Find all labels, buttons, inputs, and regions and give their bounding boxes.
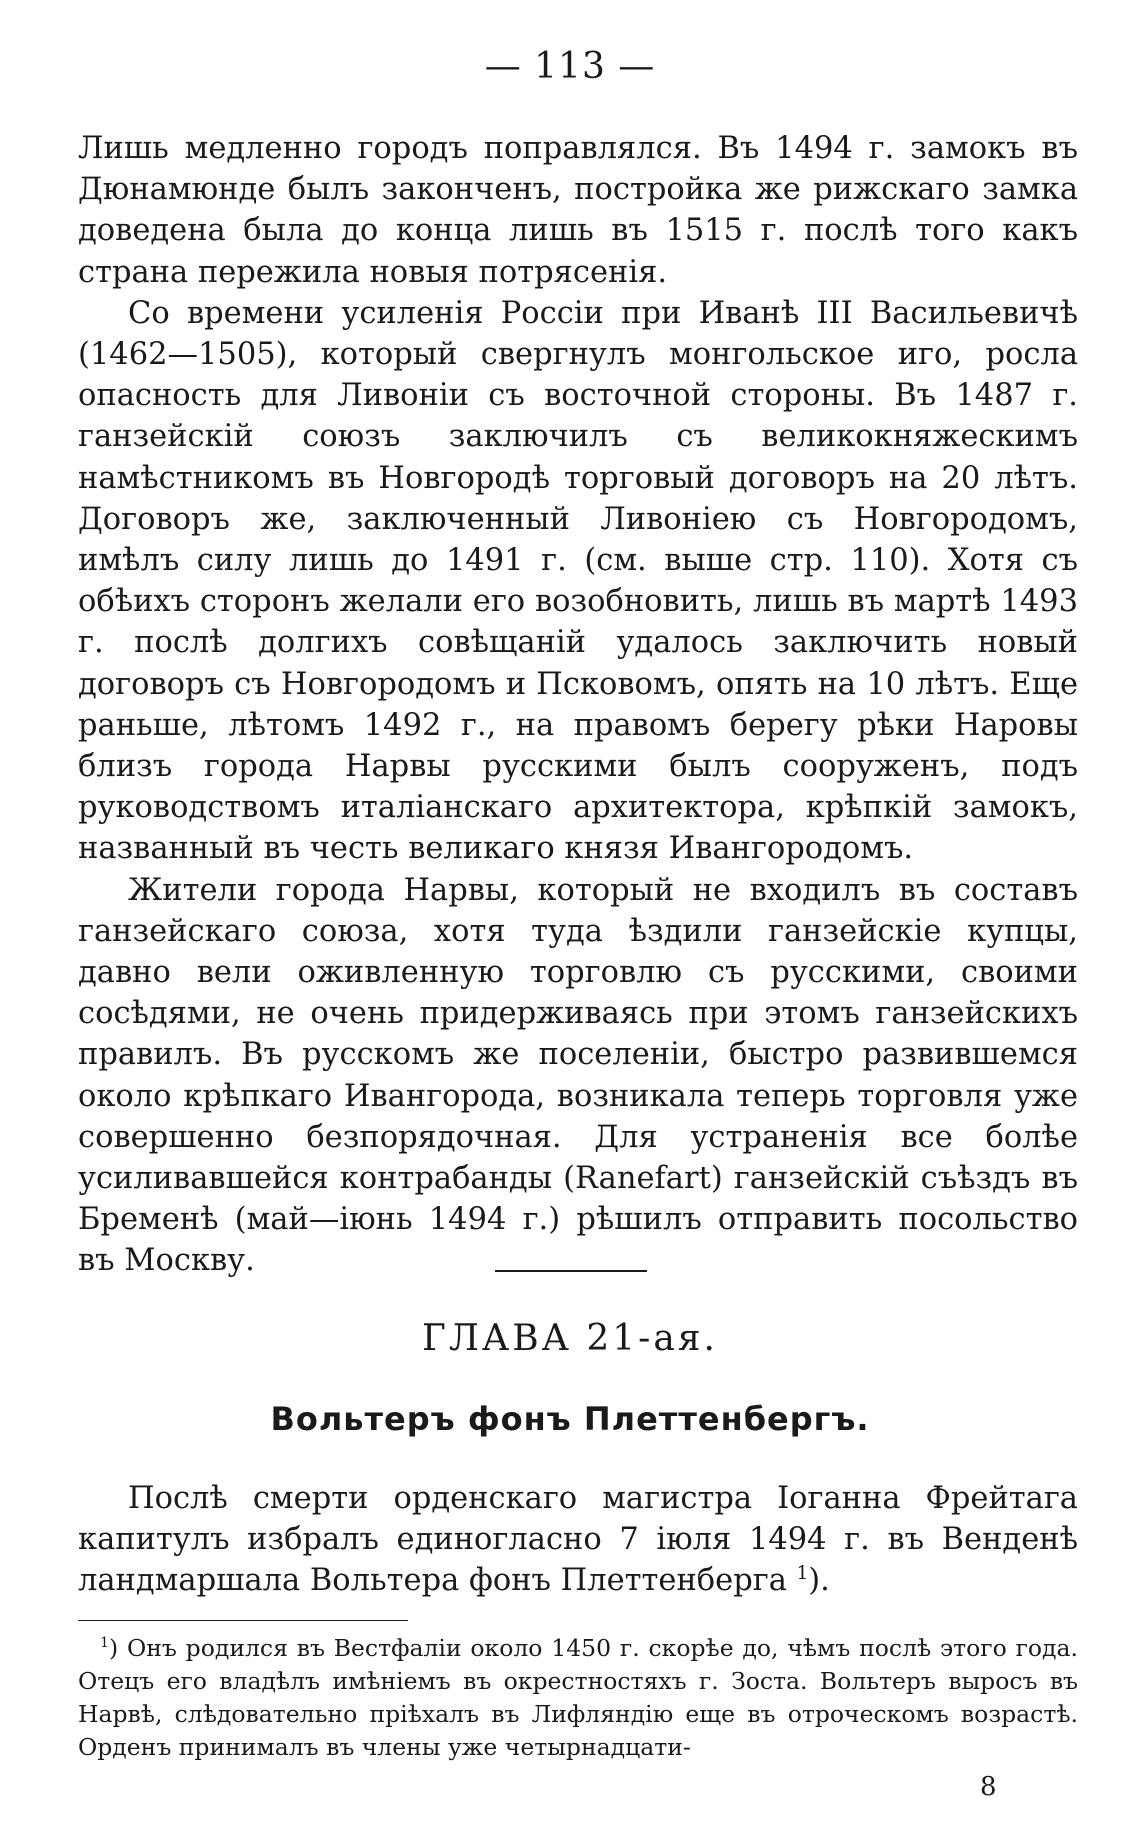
paragraph-1: Лишь медленно городъ поправлялся. Въ 1494 г. замокъ въ Дюнамюнде былъ законченъ, постройка же рижскаго замка доведена была до конца лишь въ 1515 г. послѣ того какъ страна пережила новыя потрясенія.	[78, 131, 1078, 290]
chapter-paragraph-end: ).	[808, 1563, 830, 1599]
main-text	[78, 128, 1078, 1282]
printer-signature-mark: 8	[980, 1772, 997, 1802]
footnote-divider	[78, 1620, 408, 1621]
footnote-paragraph	[78, 1632, 1078, 1764]
chapter-subtitle: Вольтеръ фонъ Плеттенбергъ.	[270, 1400, 870, 1438]
footnote-reference: 1	[796, 1563, 809, 1585]
paragraph-3: Жители города Нарвы, который не входилъ въ составъ ганзейскаго союза, хотя туда ѣздили ганзейскіе купцы, давно вели оживленную торговлю съ русскими, своими сосѣдями, не очень придерживаясь при этомъ ганзейскихъ правилъ. Въ русскомъ же поселеніи, быстро развившемся около крѣпкаго Ивангорода, возникала теперь торговля уже совершенно безпорядочная. Для устраненія все болѣе усиливавшейся контрабанды (Ranefart) ганзейскій съѣздъ въ Бременѣ (май—іюнь 1494 г.) рѣшилъ отправить посольство въ Москву.	[78, 872, 1078, 1279]
footnote	[78, 1632, 1078, 1764]
footnote-marker-close: )	[108, 1634, 119, 1662]
section-divider	[495, 1270, 647, 1272]
page-number: — 113 —	[484, 46, 656, 87]
chapter-paragraph-text: Послѣ смерти орденскаго магистра Іоганна Фрейтага капитулъ избралъ единогласно 7 іюля 1494 г. въ Венденѣ ландмаршала Вольтера фонъ Плеттенберга	[78, 1481, 1078, 1599]
paragraph-2: Со времени усиленія Россіи при Иванѣ III Васильевичѣ (1462—1505), который свергнулъ монгольское иго, росла опасность для Ливоніи съ восточной стороны. Въ 1487 г. ганзейскій союзъ заключилъ съ великокняжескимъ намѣстникомъ въ Новгородѣ торговый договоръ на 20 лѣтъ. Договоръ же, заключенный Ливоніею съ Новгородомъ, имѣлъ силу лишь до 1491 г. (см. выше стр. 110). Хотя съ обѣихъ сторонъ желали его возобновить, лишь въ мартѣ 1493 г. послѣ долгихъ совѣщаній удалось заключить новый договоръ съ Новгородомъ и Псковомъ, опять на 10 лѣтъ. Еще раньше, лѣтомъ 1492 г., на правомъ берегу рѣки Наровы близъ города Нарвы русскими былъ сооруженъ, подъ руководствомъ италіанскаго архитектора, крѣпкій замокъ, названный въ честь великаго князя Ивангородомъ.	[78, 295, 1078, 867]
chapter-paragraph	[78, 1478, 1078, 1602]
footnote-text: Онъ родился въ Вестфаліи около 1450 г. скорѣе до, чѣмъ послѣ этого года. Отецъ его владѣлъ имѣніемъ въ окрестностяхъ г. Зоста. Вольтеръ выросъ въ Нарвѣ, слѣдовательно пріѣхалъ въ Лифляндію еще въ отроческомъ возрастѣ. Орденъ принималъ въ члены уже четырнадцати-	[78, 1634, 1078, 1761]
chapter-heading: ГЛАВА 21-ая.	[422, 1318, 718, 1359]
footnote-marker: 1	[100, 1635, 109, 1652]
chapter-opening	[78, 1478, 1078, 1602]
